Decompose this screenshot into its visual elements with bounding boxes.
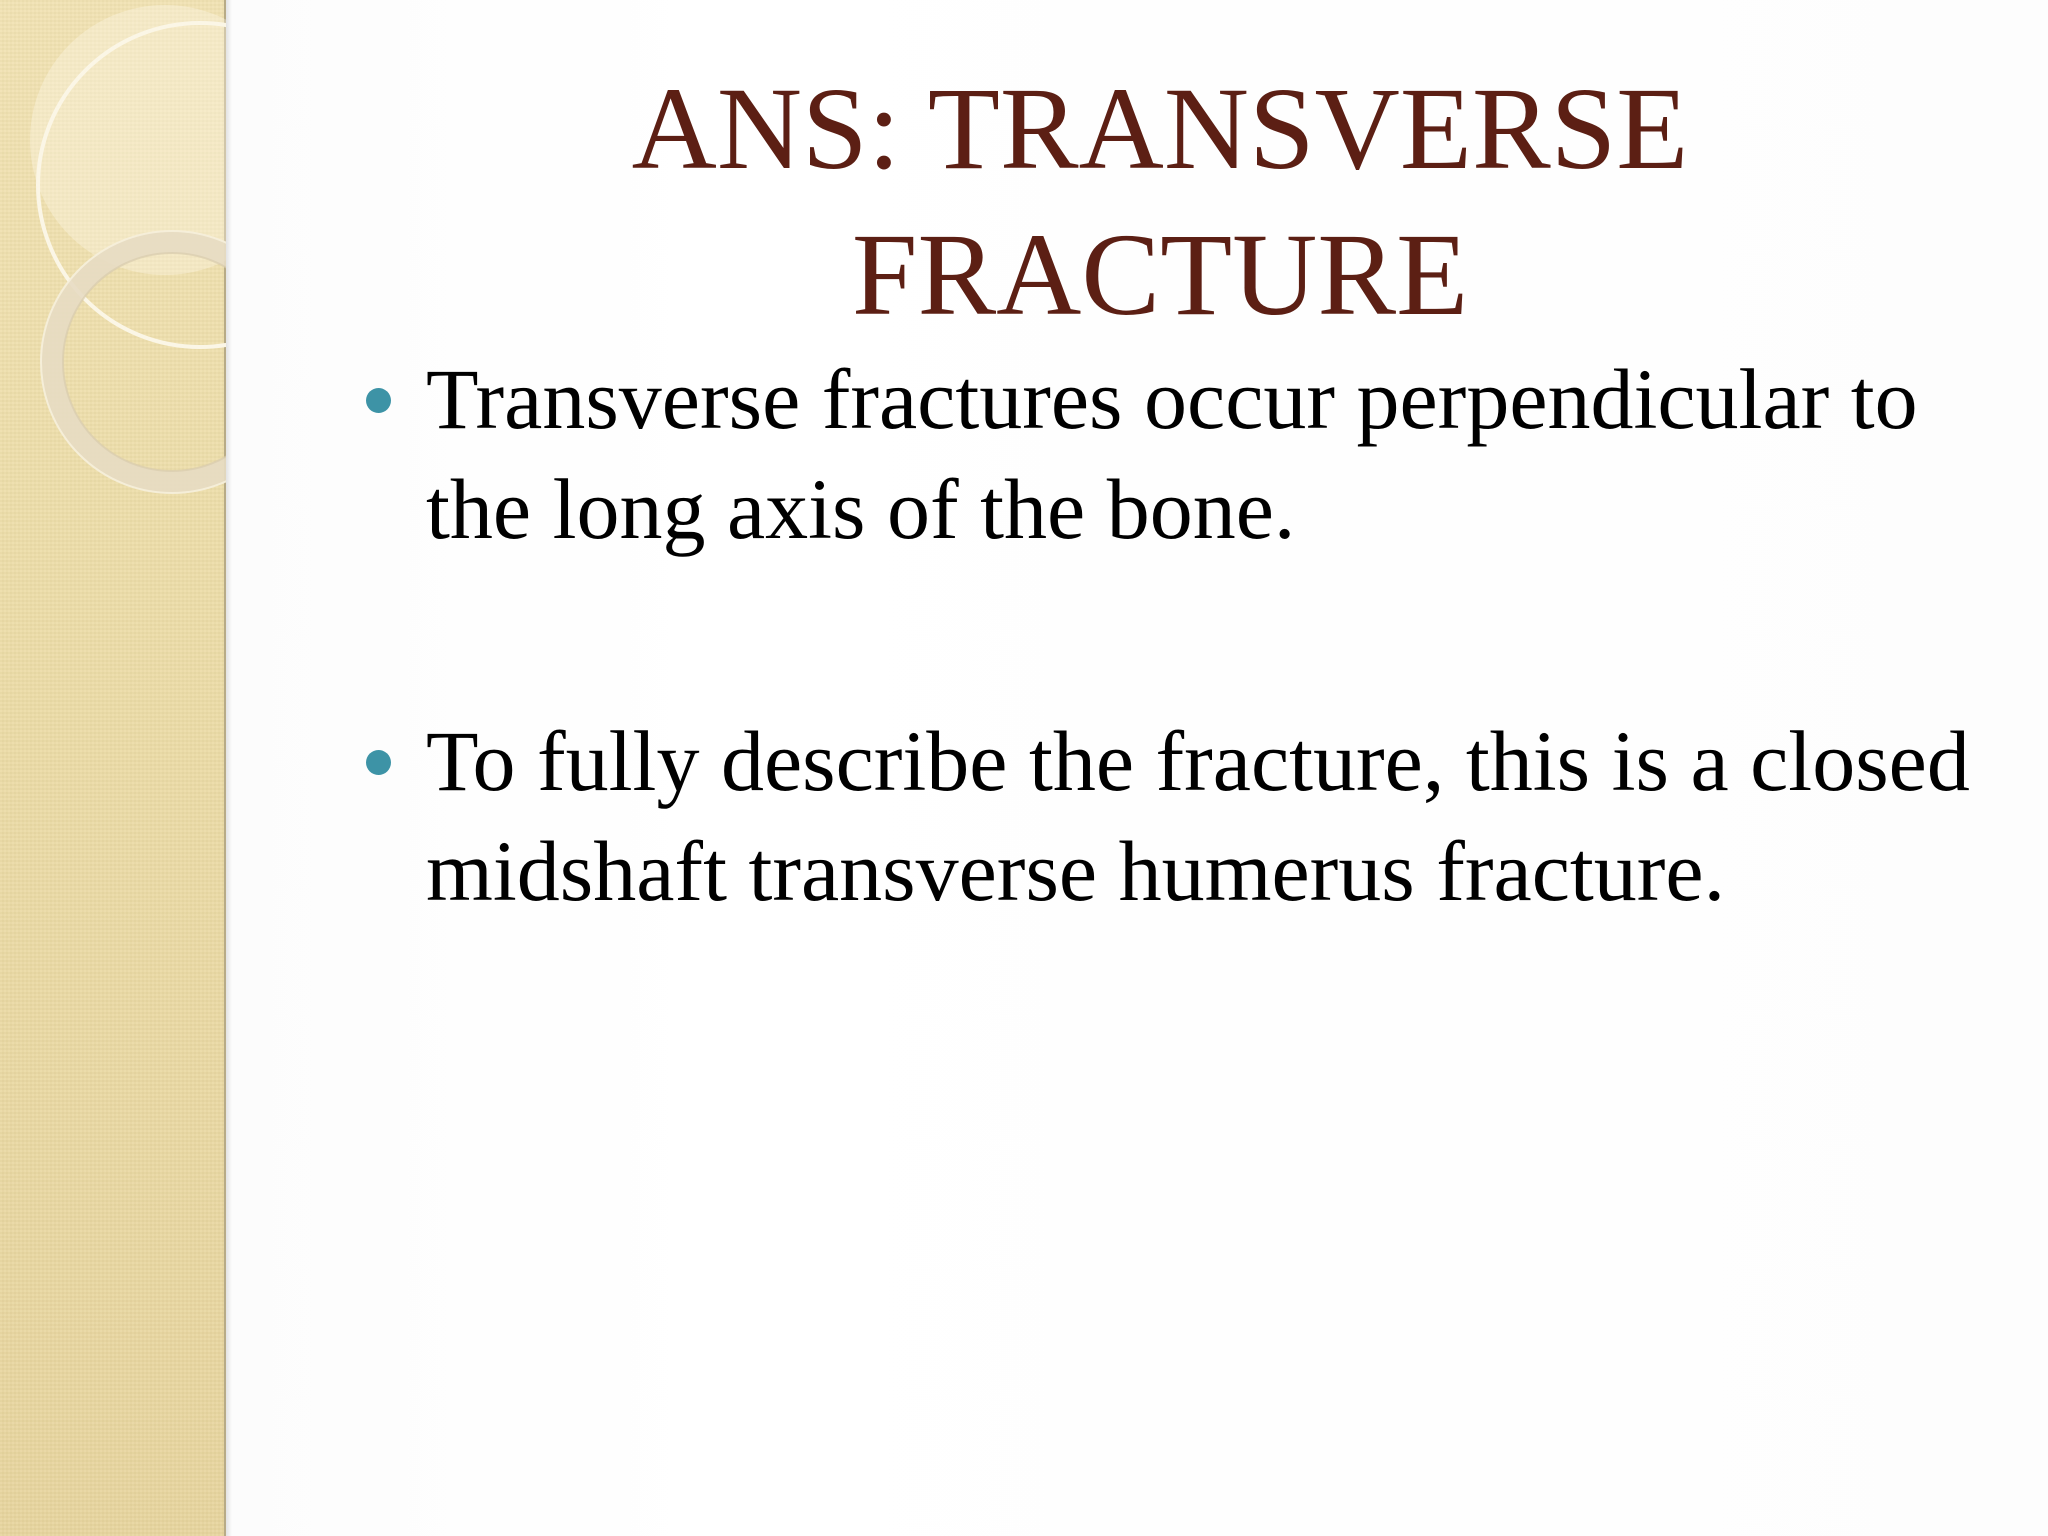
bullet-dot-icon — [366, 750, 391, 775]
bullet-list — [356, 344, 2006, 926]
bullet-text: To fully describe the fracture, this is a closed midshaft transverse humerus fracture. — [426, 713, 1970, 919]
bullet-item — [356, 706, 2006, 926]
slide-title — [330, 56, 1990, 348]
medium-ring — [52, 242, 232, 482]
slide-title-line-2: FRACTURE — [851, 209, 1469, 340]
bullet-text: Transverse fractures occur perpendicular to the long axis of the bone. — [426, 351, 1918, 557]
slide-title-line-1: ANS: TRANSVERSE — [631, 63, 1689, 194]
bullet-dot-icon — [366, 388, 391, 413]
ring-ornament — [0, 0, 232, 520]
bullet-item — [356, 344, 2006, 564]
